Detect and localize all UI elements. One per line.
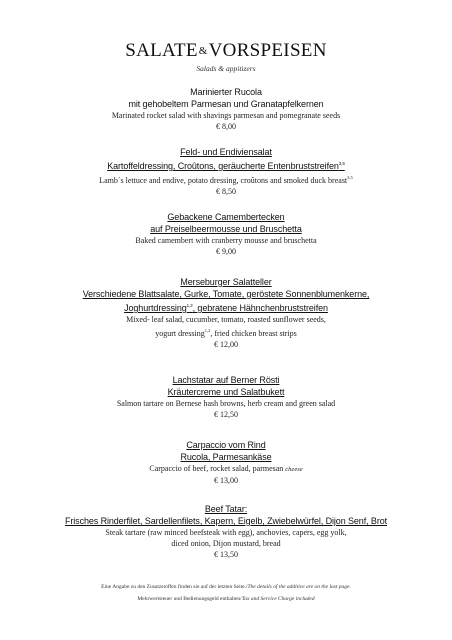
footer-additives-en: The details of the additive are on the last page. bbox=[247, 584, 351, 590]
dish-salatteller bbox=[0, 276, 452, 350]
dish-description: mit gehobeltem Parmesan und Granatapfelkernen bbox=[128, 99, 324, 109]
additive-marker: 3,5 bbox=[347, 175, 353, 180]
dish-name: Merseburger Salatteller bbox=[180, 277, 272, 287]
dish-rucola bbox=[0, 86, 452, 132]
dish-translation-cont: diced onion, Dijon mustard, bread bbox=[171, 539, 281, 548]
dish-translation-small: cheese bbox=[285, 466, 303, 473]
page-subtitle: Salads & appitizers bbox=[196, 64, 256, 73]
dish-feldsalat bbox=[0, 146, 452, 197]
additive-marker: 1,2 bbox=[186, 303, 193, 308]
dish-description: Verschiedene Blattsalate, Gurke, Tomate, geröstete Sonnenblumenkerne, bbox=[82, 289, 370, 299]
dish-price: € 8,00 bbox=[216, 122, 236, 131]
footer-additives-note bbox=[0, 584, 452, 590]
footer-additives-de: Eine Angabe zu den Zusatzstoffen finden sie auf der letzten Seite./ bbox=[101, 584, 248, 590]
dish-name: Feld- und Endiviensalat bbox=[180, 147, 272, 157]
dish-translation-text: , fried chicken breast strips bbox=[210, 329, 297, 338]
additive-marker: 1,2 bbox=[204, 328, 211, 333]
dish-translation: Mixed- leaf salad, cucumber, tomato, roasted sunflower seeds, bbox=[126, 315, 326, 324]
dish-beef-tatar bbox=[0, 503, 452, 560]
dish-translation: Marinated rocket salad with shavings parmesan and pomegranate seeds bbox=[111, 111, 341, 120]
dish-description-cont bbox=[0, 300, 452, 314]
dish-description: Rucola, Parmesankäse bbox=[180, 452, 272, 462]
dish-price: € 12,00 bbox=[214, 340, 238, 349]
dish-price: € 8,50 bbox=[216, 187, 236, 196]
dish-translation bbox=[0, 463, 452, 475]
dish-name: Beef Tatar: bbox=[204, 504, 248, 514]
dish-description-text: , gebratene Hähnchenbruststreifen bbox=[192, 303, 328, 313]
title-part1: SALATE bbox=[125, 40, 198, 61]
dish-description: auf Preiselbeermousse und Bruschetta bbox=[150, 224, 302, 234]
dish-camembert bbox=[0, 211, 452, 257]
footer-tax-en: Tax and Service Charge included bbox=[241, 596, 315, 602]
dish-description: Frisches Rinderfilet, Sardellenfilets, Kapern, Eigelb, Zwiebelwürfel, Dijon Senf, Brot bbox=[64, 516, 388, 526]
dish-price: € 13,00 bbox=[214, 476, 238, 485]
dish-translation bbox=[0, 172, 452, 186]
dish-lachstatar bbox=[0, 374, 452, 420]
footer-tax-de: Mehrwertsteuer und Bedienungsgeld enthalten/ bbox=[137, 596, 242, 602]
dish-description-text: Joghurtdressing bbox=[124, 303, 187, 313]
dish-description bbox=[0, 158, 452, 172]
dish-translation-cont bbox=[0, 325, 452, 339]
dish-translation: Salmon tartare on Bernese hash browns, herb cream and green salad bbox=[116, 399, 336, 408]
dish-name: Marinierter Rucola bbox=[190, 87, 262, 97]
dish-name: Carpaccio vom Rind bbox=[186, 440, 266, 450]
title-ampersand: & bbox=[198, 45, 208, 57]
dish-translation-text: Carpaccio of beef, rocket salad, parmesan bbox=[149, 464, 284, 473]
dish-price: € 9,00 bbox=[216, 247, 236, 256]
dish-price: € 12,50 bbox=[214, 410, 238, 419]
dish-price: € 13,50 bbox=[214, 550, 238, 559]
dish-carpaccio bbox=[0, 439, 452, 486]
dish-description: Kräutercreme und Salatbukett bbox=[167, 387, 285, 397]
dish-translation: Steak tartare (raw minced beefsteak with egg), anchovies, capers, egg yolk, bbox=[105, 528, 347, 537]
dish-translation: Baked camembert with cranberry mousse and bruschetta bbox=[135, 236, 317, 245]
additive-marker: 3,5 bbox=[338, 161, 345, 166]
dish-translation-text: yogurt dressing bbox=[155, 329, 205, 338]
dish-name: Lachstatar auf Berner Rösti bbox=[172, 375, 280, 385]
dish-description-text: Kartoffeldressing, Croûtons, geräucherte Entenbruststreifen bbox=[107, 161, 339, 171]
dish-translation-text: Lamb´s lettuce and endive, potato dressing, croûtons and smoked duck breast bbox=[99, 176, 348, 185]
footer-tax-note bbox=[0, 596, 452, 602]
title-part2: VORSPEISEN bbox=[208, 40, 327, 61]
dish-name: Gebackene Camembertecken bbox=[167, 212, 285, 222]
page-title bbox=[0, 40, 452, 62]
